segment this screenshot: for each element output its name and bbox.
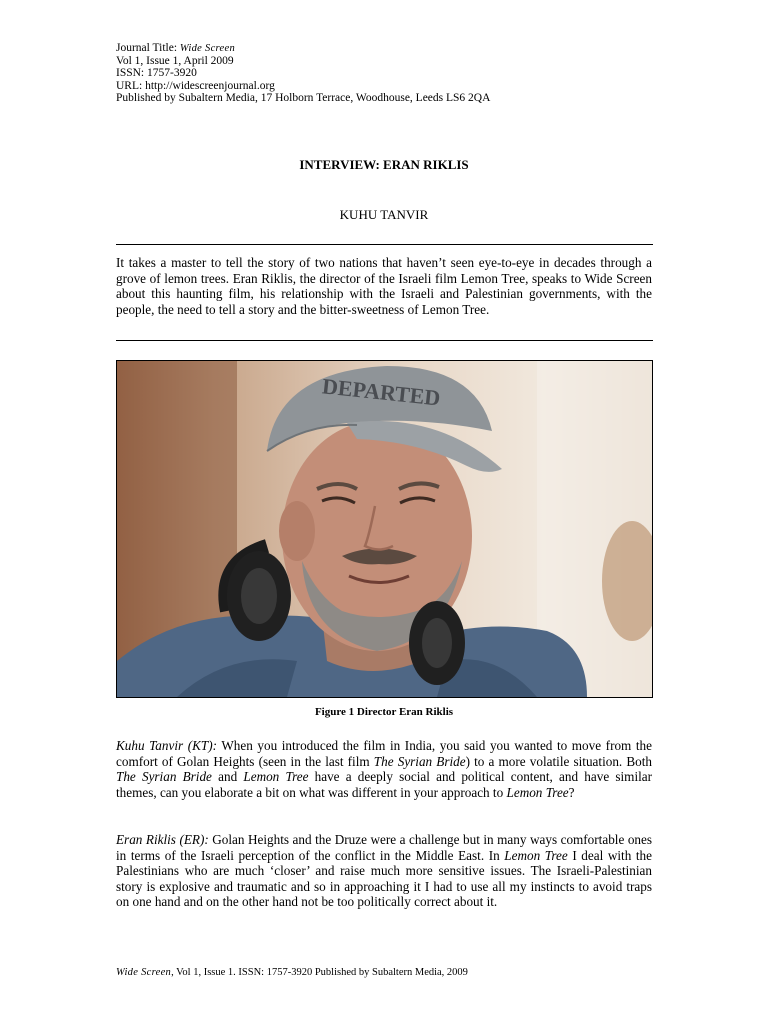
a1-film-title: Lemon Tree (504, 847, 568, 863)
a1-text-1: Golan Heights and the Druze were a challenge but in many ways comfortable ones in terms of the Israeli perception of the conflict in the Middle East. In (116, 832, 652, 863)
q1-film-title-3: Lemon Tree (243, 769, 309, 785)
q1-text-2: ) to a more volatile situation. Both (465, 753, 653, 769)
q1-text-3: and (211, 769, 244, 785)
article-title: INTERVIEW: ERAN RIKLIS (299, 157, 469, 172)
a1-text-2: I deal with the Palestinians who are much ‘closer’ and raise much more sensitive issues. The Israeli-Palestinian story is explosive and traumatic and so in approaching it I had to use all my instincts to avoid traps on one hand and on the other hand not be too politically correct about it. (116, 847, 652, 910)
q1-text-1: When you introduced the film in India, you said you wanted to move from the comfort of Golan Heights (seen in the last film (116, 738, 652, 769)
q1-text-5: ? (568, 784, 575, 800)
q1-film-title-4: Lemon Tree (506, 784, 569, 800)
article-author: KUHU TANVIR (339, 207, 429, 222)
speaker-kt: Kuhu Tanvir (KT): (116, 738, 217, 753)
page-footer (116, 967, 468, 978)
cap-lettering: DEPARTED (320, 373, 442, 411)
issn-line: ISSN: 1757-3920 (116, 67, 197, 80)
journal-title-line (116, 42, 490, 55)
abstract: It takes a master to tell the story of two nations that haven’t seen eye-to-eye in decades through a grove of lemon trees. Eran Riklis, the director of the Israeli film Lemon Tree, speaks to Wide Screen about this haunting film, his relationship with the Israeli and Palestinian governments, with the people, the need to tell a story and the bitter-sweetness of Lemon Tree. (116, 255, 652, 317)
journal-title-label: Journal Title: (116, 42, 180, 54)
footer-text: , Vol 1, Issue 1. ISSN: 1757-3920 Published by Subaltern Media, 2009 (171, 967, 468, 978)
figure-caption: Figure 1 Director Eran Riklis (314, 706, 454, 718)
url-line: URL: http://widescreenjournal.org (116, 79, 275, 92)
q1-text-4: have a deeply social and political content, and have similar themes, can you elaborate a bit on what was different in your approach to (116, 769, 653, 800)
journal-header (116, 42, 490, 104)
publisher-line: Published by Subaltern Media, 17 Holborn Terrace, Woodhouse, Leeds LS6 2QA (116, 91, 491, 104)
speaker-er: Eran Riklis (ER): (116, 832, 209, 847)
journal-title: Wide Screen (179, 43, 236, 54)
q1-film-title-1: The Syrian Bride (373, 753, 466, 769)
portrait-illustration (117, 361, 652, 697)
top-divider (116, 244, 653, 245)
director-photo (116, 360, 653, 698)
footer-journal-title: Wide Screen (116, 967, 172, 978)
q1-film-title-2: The Syrian Bride (116, 769, 212, 785)
answer-paragraph (116, 832, 652, 910)
bottom-divider (116, 340, 653, 341)
volume-line: Vol 1, Issue 1, April 2009 (116, 55, 234, 68)
question-paragraph (116, 738, 652, 800)
